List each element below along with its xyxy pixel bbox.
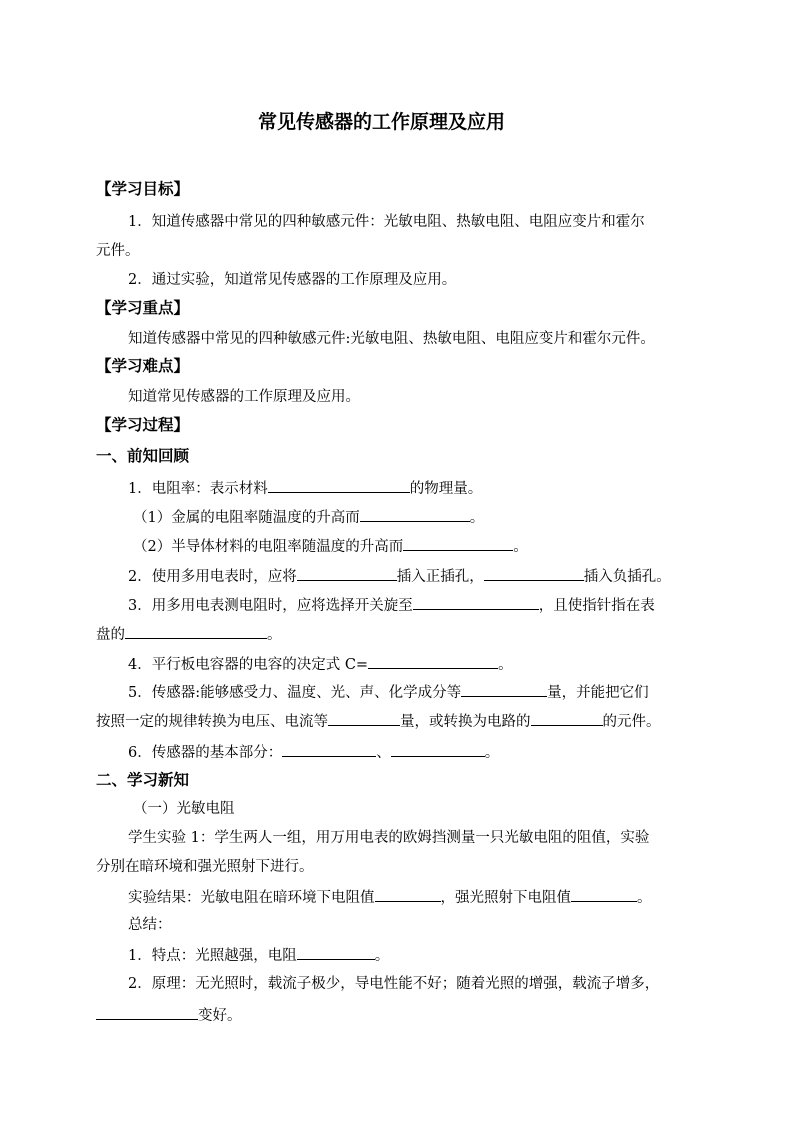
q6-text-c: 。 xyxy=(484,745,500,761)
q3-text-d: 。 xyxy=(267,627,282,643)
goal-2: 2．通过实验，知道常见传感器的工作原理及应用。 xyxy=(128,272,457,288)
goal-1-line-1: 1．知道传感器中常见的四种敏感元件：光敏电阻、热敏电阻、电阻应变片和霍尔 xyxy=(128,214,645,230)
answer-blank[interactable] xyxy=(328,710,400,726)
review-q3-line-2 xyxy=(96,623,282,645)
q1-2-text-a: （2）半导体材料的电阻率随温度的升高而 xyxy=(133,539,404,555)
answer-blank[interactable] xyxy=(484,565,584,581)
goal-1-line-2: 元件。 xyxy=(96,243,140,259)
answer-blank[interactable] xyxy=(297,565,397,581)
review-q4 xyxy=(128,653,513,675)
experiment-line-1: 学生实验 1：学生两人一组，用万用电表的欧姆挡测量一只光敏电阻的阻值，实验 xyxy=(128,830,650,846)
q3-text-b: ，且使指针指在表 xyxy=(538,598,655,614)
principle-line-1: 2．原理：无光照时，载流子极少，导电性能不好；随着光照的增强，载流子增多， xyxy=(128,976,660,992)
experiment-line-2: 分别在暗环境和强光照射下进行。 xyxy=(96,859,314,875)
goals-heading: 【学习目标】 xyxy=(96,179,190,198)
q2-text-c: 插入负插孔。 xyxy=(583,569,671,585)
result-text-a: 实验结果：光敏电阻在暗环境下电阻值 xyxy=(128,890,375,906)
q2-text-b: 插入正插孔， xyxy=(396,569,484,585)
result-text-c: 。 xyxy=(637,890,652,906)
key-heading: 【学习重点】 xyxy=(96,298,190,317)
experiment-result xyxy=(128,886,652,908)
q5-text-a: 5．传感器:能够感受力、温度、光、声、化学成分等 xyxy=(128,685,462,701)
principle-line-2 xyxy=(96,1004,242,1026)
photoresistor-subheading: （一）光敏电阻 xyxy=(133,801,235,817)
p1-text-a: 1．特点：光照越强，电阻 xyxy=(128,948,297,964)
q6-text-a: 6．传感器的基本部分： xyxy=(128,745,283,761)
answer-blank[interactable] xyxy=(403,535,513,551)
review-q3-line-1 xyxy=(128,594,655,616)
q3-text-a: 3．用多用电表测电阻时，应将选择开关旋至 xyxy=(128,598,413,614)
answer-blank[interactable] xyxy=(461,681,547,697)
q1-2-text-b: 。 xyxy=(513,539,528,555)
review-q1-1 xyxy=(133,506,484,528)
q1-text-a: 1．电阻率：表示材料 xyxy=(128,481,268,497)
summary-label: 总结： xyxy=(128,917,172,933)
answer-blank[interactable] xyxy=(391,741,485,757)
p2-text-b: 变好。 xyxy=(198,1008,242,1024)
q5-text-c: 按照一定的规律转换为电压、电流等 xyxy=(96,714,328,730)
answer-blank[interactable] xyxy=(368,653,498,669)
q1-1-text-b: 。 xyxy=(469,510,485,526)
new-knowledge-heading: 二、学习新知 xyxy=(96,770,190,789)
difficulty-heading: 【学习难点】 xyxy=(96,356,190,375)
review-q5-line-1 xyxy=(128,681,649,703)
review-q1 xyxy=(128,477,482,499)
review-heading: 一、前知回顾 xyxy=(96,446,190,465)
process-heading: 【学习过程】 xyxy=(96,415,190,434)
q5-text-b: 量，并能把它们 xyxy=(547,685,649,701)
answer-blank[interactable] xyxy=(360,506,470,522)
document-title: 常见传感器的工作原理及应用 xyxy=(258,111,506,133)
q2-text-a: 2．使用多用电表时，应将 xyxy=(128,569,297,585)
answer-blank[interactable] xyxy=(531,710,603,726)
review-q2 xyxy=(128,565,671,587)
answer-blank[interactable] xyxy=(125,623,267,639)
answer-blank[interactable] xyxy=(413,594,539,610)
result-text-b: ，强光照射下电阻值 xyxy=(440,890,571,906)
answer-blank[interactable] xyxy=(96,1004,198,1020)
difficulty-text: 知道常见传感器的工作原理及应用。 xyxy=(128,389,360,405)
q4-text-a: 4．平行板电容器的电容的决定式 C= xyxy=(128,657,369,673)
answer-blank[interactable] xyxy=(268,477,410,493)
feature-point xyxy=(128,944,389,966)
q1-1-text-a: （1）金属的电阻率随温度的升高而 xyxy=(133,510,360,526)
q6-text-b: 、 xyxy=(376,745,391,761)
answer-blank[interactable] xyxy=(297,944,375,960)
q5-text-e: 的元件。 xyxy=(602,714,661,730)
key-text: 知道传感器中常见的四种敏感元件:光敏电阻、热敏电阻、电阻应变片和霍尔元件。 xyxy=(128,331,655,347)
answer-blank[interactable] xyxy=(282,741,376,757)
answer-blank[interactable] xyxy=(571,886,637,902)
q4-text-b: 。 xyxy=(498,657,513,673)
q1-text-b: 的物理量。 xyxy=(409,481,483,497)
review-q5-line-2 xyxy=(96,710,661,732)
answer-blank[interactable] xyxy=(375,886,441,902)
p1-text-b: 。 xyxy=(374,948,390,964)
review-q1-2 xyxy=(133,535,528,557)
review-q6 xyxy=(128,741,499,763)
q5-text-d: 量，或转换为电路的 xyxy=(400,714,531,730)
q3-text-c: 盘的 xyxy=(96,627,125,643)
